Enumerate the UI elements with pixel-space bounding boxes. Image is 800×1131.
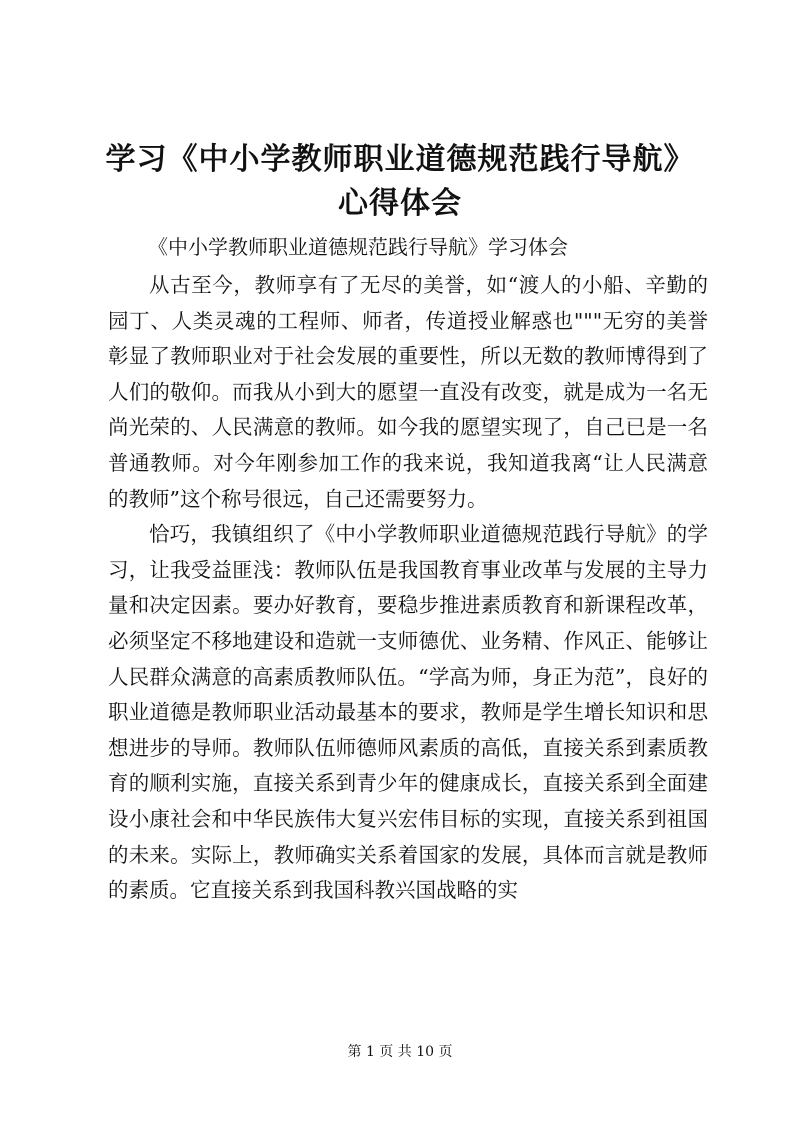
paragraph-1: 从古至今，教师享有了无尽的美誉，如“渡人的小船、辛勤的园丁、人类灵魂的工程师、师者，传道授业解惑也"""无穷的美誉彰显了教师职业对于社会发展的重要性，所以无数的教师博得到了人们的敬仰。而我从小到大的愿望一直没有改变，就是成为一名无尚光荣的、人民满意的教师。如今我的愿望实现了，自己已是一名普通教师。对今年刚参加工作的我来说，我知道我离“让人民满意的教师”这个称号很远，自己还需要努力。 (108, 273, 708, 511)
paragraph-2: 恰巧，我镇组织了《中小学教师职业道德规范践行导航》的学习，让我受益匪浅：教师队伍是我国教育事业改革与发展的主导力量和决定因素。要办好教育，要稳步推进素质教育和新课程改革，必须坚定不移地建设和造就一支师德优、业务精、作风正、能够让人民群众满意的高素质教师队伍。“学高为师，身正为范”，良好的职业道德是教师职业活动最基本的要求，教师是学生增长知识和思想进步的导师。教师队伍师德师风素质的高低，直接关系到素质教育的顺利实施，直接关系到青少年的健康成长，直接关系到全面建设小康社会和中华民族伟大复兴宏伟目标的实现，直接关系到祖国的未来。实际上，教师确实关系着国家的发展，具体而言就是教师的素质。它直接关系到我国科教兴国战略的实 (108, 522, 708, 903)
page-number-footer: 第 1 页 共 10 页 (347, 1044, 453, 1060)
document-body (108, 268, 708, 909)
document-subtitle: 《中小学教师职业道德规范践行导航》学习体会 (148, 235, 568, 259)
document-title: 学习《中小学教师职业道德规范践行导航》心得体会 (105, 142, 695, 221)
